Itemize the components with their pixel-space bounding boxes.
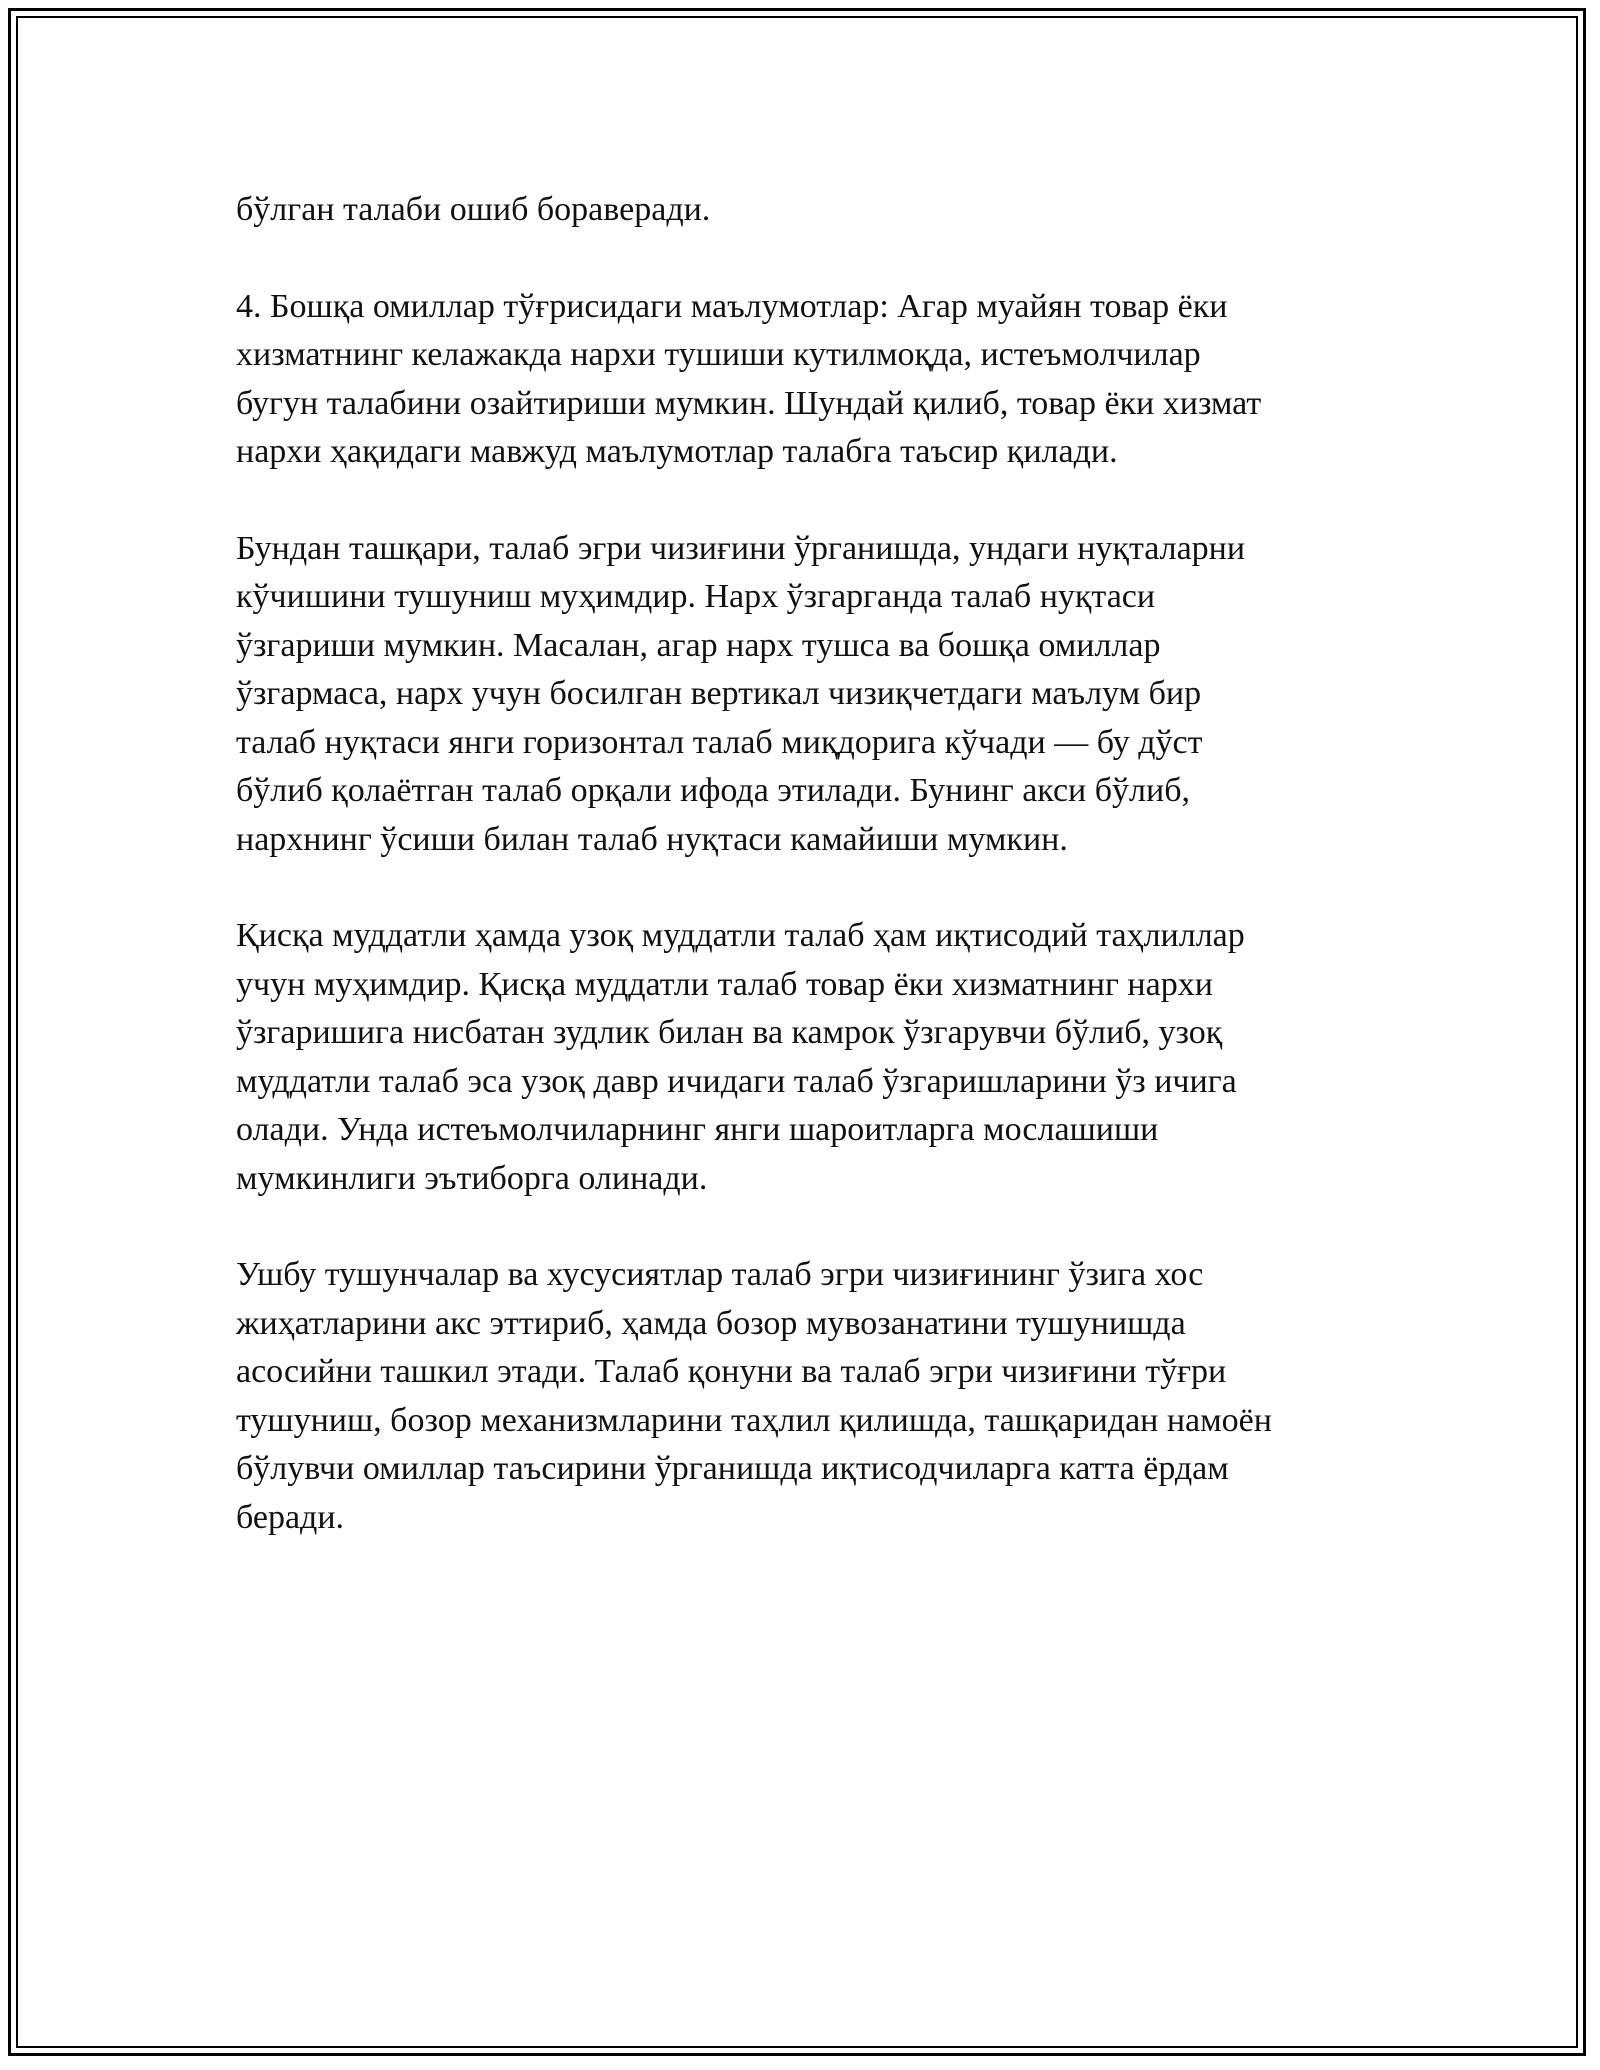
paragraph-demand-curve-points: Бундан ташқари, талаб эгри чизиғини ўрганишда, ундаги нуқталарни кўчишини тушуниш муҳимдир. Нарх ўзгарганда талаб нуқтаси ўзгариши мумкин. Масалан, агар нарх тушса ва бошқа омиллар ўзгармаса, нарх учун босилган вертикал чизиқчетдаги маълум бир талаб нуқтаси янги горизонтал талаб миқдорига кўчади — бу дўст бўлиб қолаётган талаб орқали ифода этилади. Бунинг акси бўлиб, нархнинг ўсиши билан талаб нуқтаси камайиши мумкин. xyxy=(236,529,1246,858)
paragraph-other-factors: 4. Бошқа омиллар тўғрисидаги маълумотлар: Агар муайян товар ёки хизматнинг келажакда нархи тушиши кутилмоқда, истеъмолчилар бугун талабини озайтириши мумкин. Шундай қилиб, товар ёки хизмат нархи ҳақидаги мавжуд маълумотлар талабга таъсир қилади. xyxy=(236,287,1262,470)
document-body xyxy=(236,186,1406,1590)
paragraph-short-long-term-demand: Қисқа муддатли ҳамда узоқ муддатли талаб ҳам иқтисодий таҳлиллар учун муҳимдир. Қисқа муддатли талаб товар ёки хизматнинг нархи ўзгаришига нисбатан зудлик билан ва камрок ўзгарувчи бўлиб, узоқ муддатли талаб эса узоқ давр ичидаги талаб ўзгаришларини ўз ичига олади. Унда истеъмолчиларнинг янги шароитларга мослашиши мумкинлиги эътиборга олинади. xyxy=(236,917,1245,1197)
paragraph-conclusion: Ушбу тушунчалар ва хусусиятлар талаб эгри чизиғининг ўзига хос жиҳатларини акс эттириб, ҳамда бозор мувозанатини тушунишда асосийни ташкил этади. Талаб қонуни ва талаб эгри чизиғини тўғри тушуниш, бозор механизмларини таҳлил қилишда, ташқаридан намоён бўлувчи омиллар таъсирини ўрганишда иқтисодчиларга катта ёрдам беради. xyxy=(236,1256,1272,1536)
paragraph-continuation: бўлган талаби ошиб бораверади. xyxy=(236,191,711,228)
